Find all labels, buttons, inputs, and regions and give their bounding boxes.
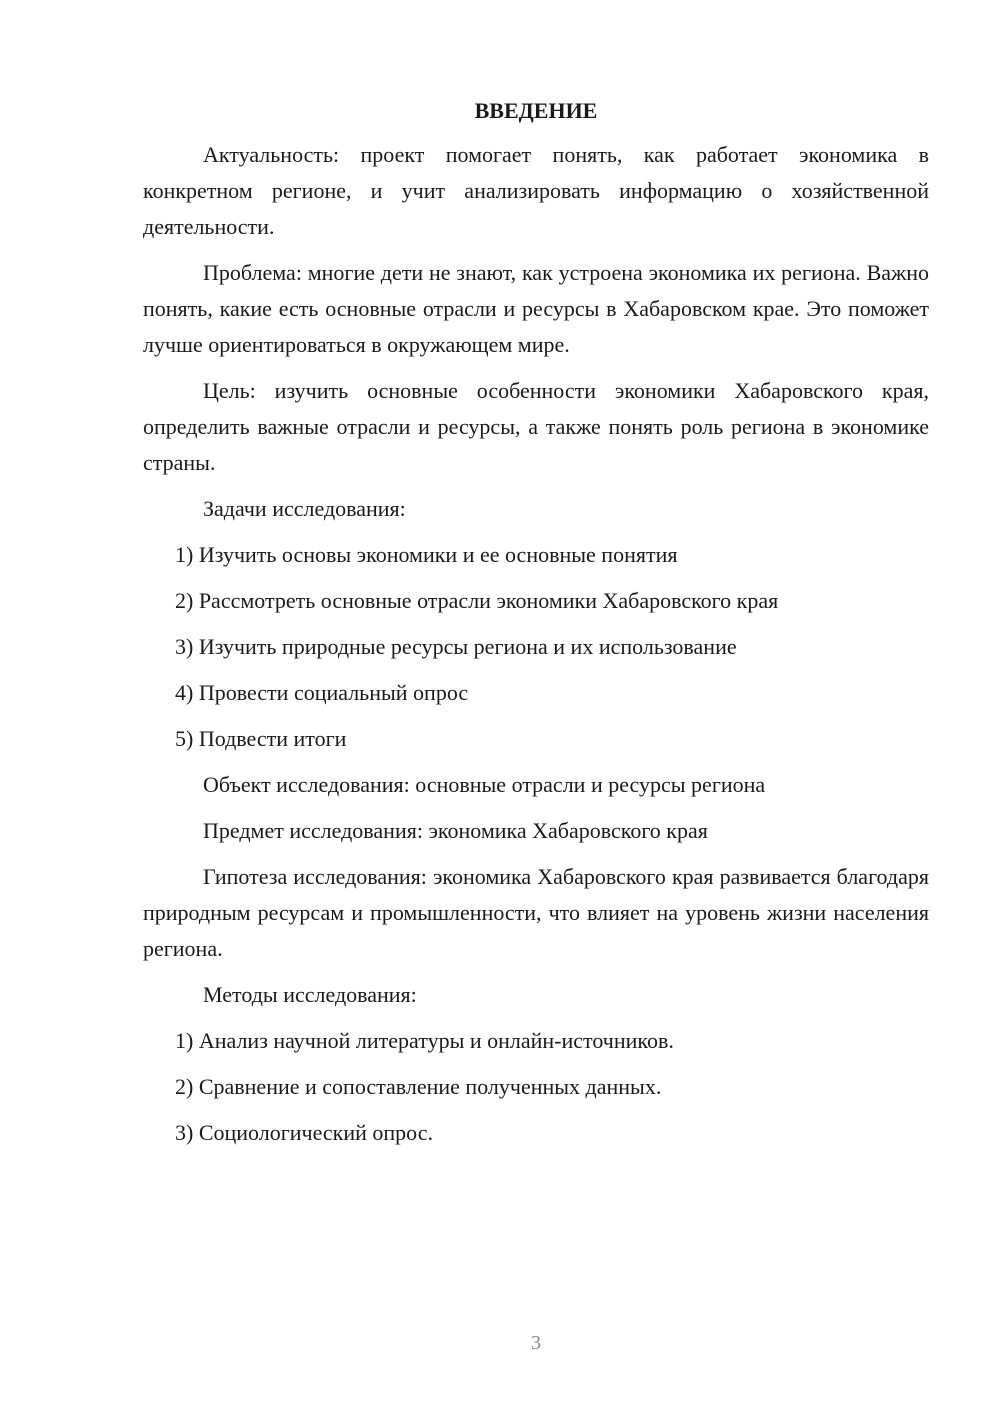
tasks-list <box>143 537 929 757</box>
list-item: 3) Социологический опрос. <box>175 1120 433 1145</box>
list-item: 2) Сравнение и сопоставление полученных данных. <box>175 1074 662 1099</box>
list-item: 1) Анализ научной литературы и онлайн-источников. <box>175 1028 674 1053</box>
goal-paragraph: Цель: изучить основные особенности экономики Хабаровского края, определить важные отрасли и ресурсы, а также понять роль региона в экономике страны. <box>143 378 929 475</box>
tasks-heading: Задачи исследования: <box>203 496 406 521</box>
list-item: 4) Провести социальный опрос <box>175 680 469 705</box>
page-title: ВВЕДЕНИЕ <box>474 98 598 123</box>
hypothesis-paragraph: Гипотеза исследования: экономика Хабаровского края развивается благодаря природным ресурсам и промышленности, что влияет на уровень жизни населения региона. <box>143 864 929 961</box>
list-item: 5) Подвести итоги <box>175 726 347 751</box>
list-item: 2) Рассмотреть основные отрасли экономики Хабаровского края <box>175 588 779 613</box>
research-object: Объект исследования: основные отрасли и ресурсы региона <box>203 772 766 797</box>
methods-list <box>143 1023 929 1151</box>
research-subject: Предмет исследования: экономика Хабаровского края <box>203 818 708 843</box>
list-item: 3) Изучить природные ресурсы региона и их использование <box>175 634 737 659</box>
relevance-paragraph: Актуальность: проект помогает понять, как работает экономика в конкретном регионе, и учит анализировать информацию о хозяйственной деятельности. <box>143 142 929 239</box>
methods-heading: Методы исследования: <box>203 982 417 1007</box>
page-number: 3 <box>531 1332 541 1354</box>
problem-paragraph: Проблема: многие дети не знают, как устроена экономика их региона. Важно понять, какие есть основные отрасли и ресурсы в Хабаровском крае. Это поможет лучше ориентироваться в окружающем мире. <box>143 260 929 357</box>
list-item: 1) Изучить основы экономики и ее основные понятия <box>175 542 678 567</box>
document-body <box>143 93 929 1161</box>
